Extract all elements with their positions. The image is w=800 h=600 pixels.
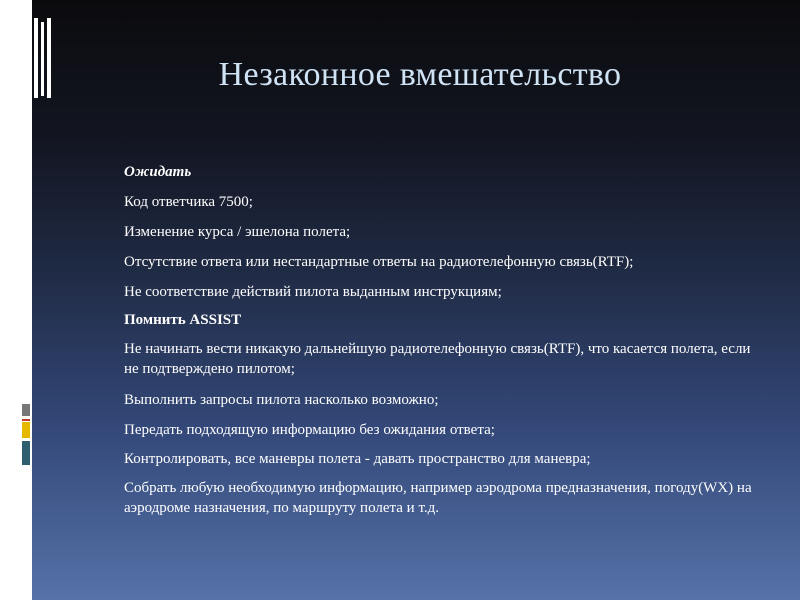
bullet-course-change: Изменение курса / эшелона полета; [124,224,351,240]
decorative-bar-red [22,419,30,421]
bullet-collect-information: Собрать любую необходимую информацию, например аэродрома предназначения, погоду(WX) на аэродроме назначения, по маршруту полета и т.д. [124,480,752,516]
bullet-no-further-rtf: Не начинать вести никакую дальнейшую радиотелефонную связь(RTF), что касается полета, если не подтверждено пилотом; [124,341,751,377]
bullet-wait: Ожидать [124,164,192,180]
bullet-monitor-maneuvers: Контролировать, все маневры полета - давать пространство для маневра; [124,451,591,467]
slide-title: Незаконное вмешательство [218,56,622,93]
decorative-bar-gray [22,404,30,416]
bullet-non-compliance: Не соответствие действий пилота выданным инструкциям; [124,284,502,300]
left-margin-strip [0,0,32,600]
decorative-bar-white [22,395,30,401]
bullet-squawk-code: Код ответчика 7500; [124,194,253,210]
bullet-pass-information: Передать подходящую информацию без ожидания ответа; [124,422,495,438]
bullet-fulfill-requests: Выполнить запросы пилота насколько возможно; [124,392,439,408]
decorative-bar-yellow [22,422,30,438]
decorative-bar-teal [22,441,30,465]
bullet-remember-assist: Помнить ASSIST [124,312,242,328]
bullet-no-response: Отсутствие ответа или нестандартные ответы на радиотелефонную связь(RTF); [124,254,634,270]
